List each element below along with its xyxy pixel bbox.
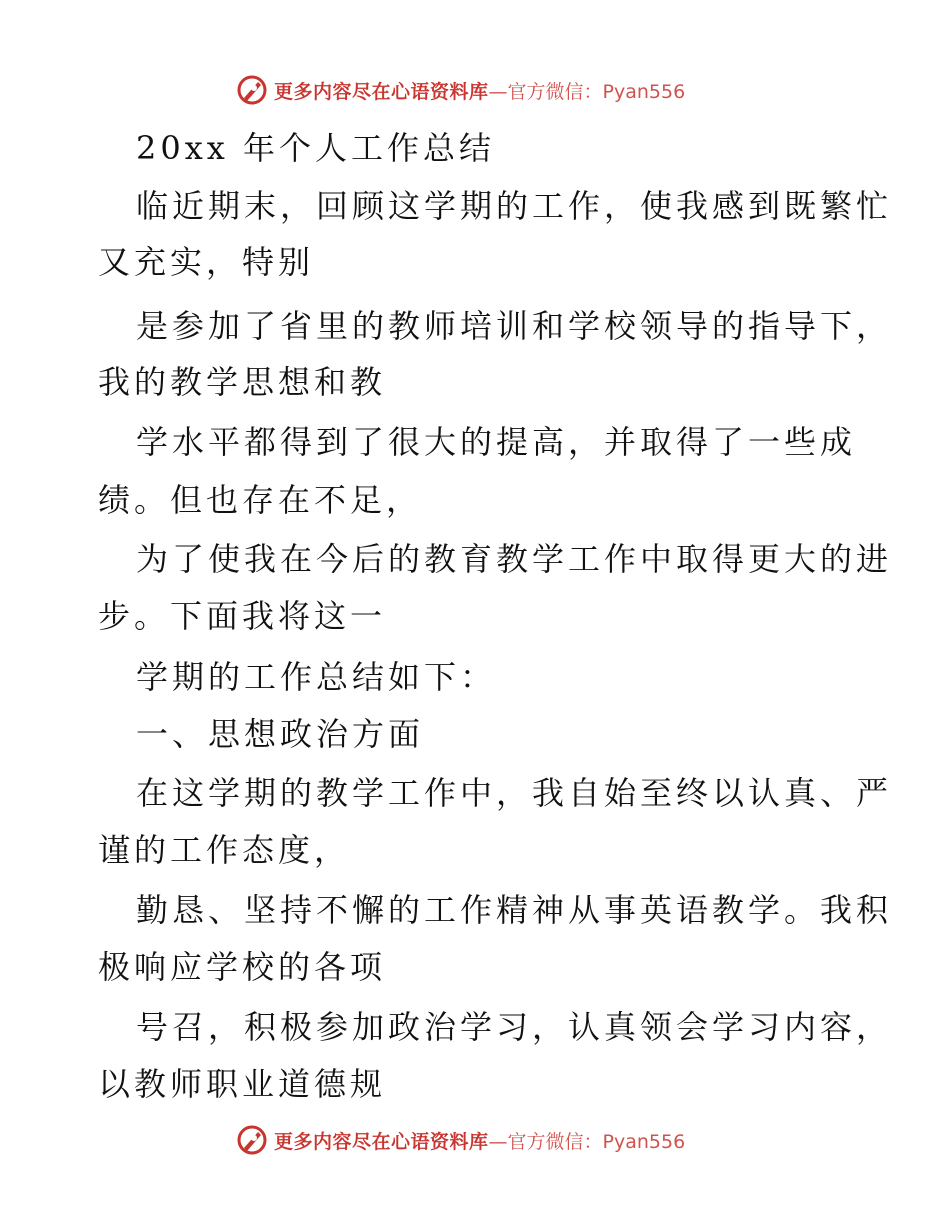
- document-title: 20xx 年个人工作总结: [136, 129, 495, 167]
- paragraph-line: 我的教学思想和教: [98, 363, 387, 401]
- paragraph-line: 为了使我在今后的教育教学工作中取得更大的进: [136, 540, 893, 578]
- paragraph-line: 以教师职业道德规: [98, 1065, 387, 1103]
- paragraph-line: 步。下面我将这一: [98, 597, 387, 635]
- paragraph-line: 是参加了省里的教师培训和学校领导的指导下，: [136, 307, 893, 345]
- watermark-banner-bottom: [236, 1122, 685, 1158]
- watermark-banner-top: [236, 72, 685, 108]
- paragraph-line: 谨的工作态度，: [98, 831, 351, 869]
- paragraph-line: 绩。但也存在不足，: [98, 481, 423, 519]
- watermark-main-text: 更多内容尽在心语资料库: [274, 80, 489, 103]
- watermark-main-text: 更多内容尽在心语资料库: [274, 1130, 489, 1153]
- paragraph-line: 学水平都得到了很大的提高，并取得了一些成: [136, 423, 857, 461]
- section-heading: 一、思想政治方面: [136, 715, 425, 753]
- paragraph-line: 号召，积极参加政治学习，认真领会学习内容，: [136, 1008, 893, 1046]
- paragraph-line: 勤恳、坚持不懈的工作精神从事英语教学。我积: [136, 891, 893, 929]
- watermark-sub-text: —官方微信：Pyan556: [488, 80, 686, 103]
- watermark-sub-text: —官方微信：Pyan556: [488, 1130, 686, 1153]
- quill-seal-logo-icon: [236, 1124, 268, 1156]
- paragraph-line: 在这学期的教学工作中，我自始至终以认真、严: [136, 774, 893, 812]
- paragraph-line: 又充实，特别: [98, 243, 315, 281]
- quill-seal-logo-icon: [236, 74, 268, 106]
- paragraph-line: 极响应学校的各项: [98, 948, 387, 986]
- paragraph-line: 临近期末，回顾这学期的工作，使我感到既繁忙: [136, 187, 893, 225]
- paragraph-line: 学期的工作总结如下：: [136, 658, 497, 696]
